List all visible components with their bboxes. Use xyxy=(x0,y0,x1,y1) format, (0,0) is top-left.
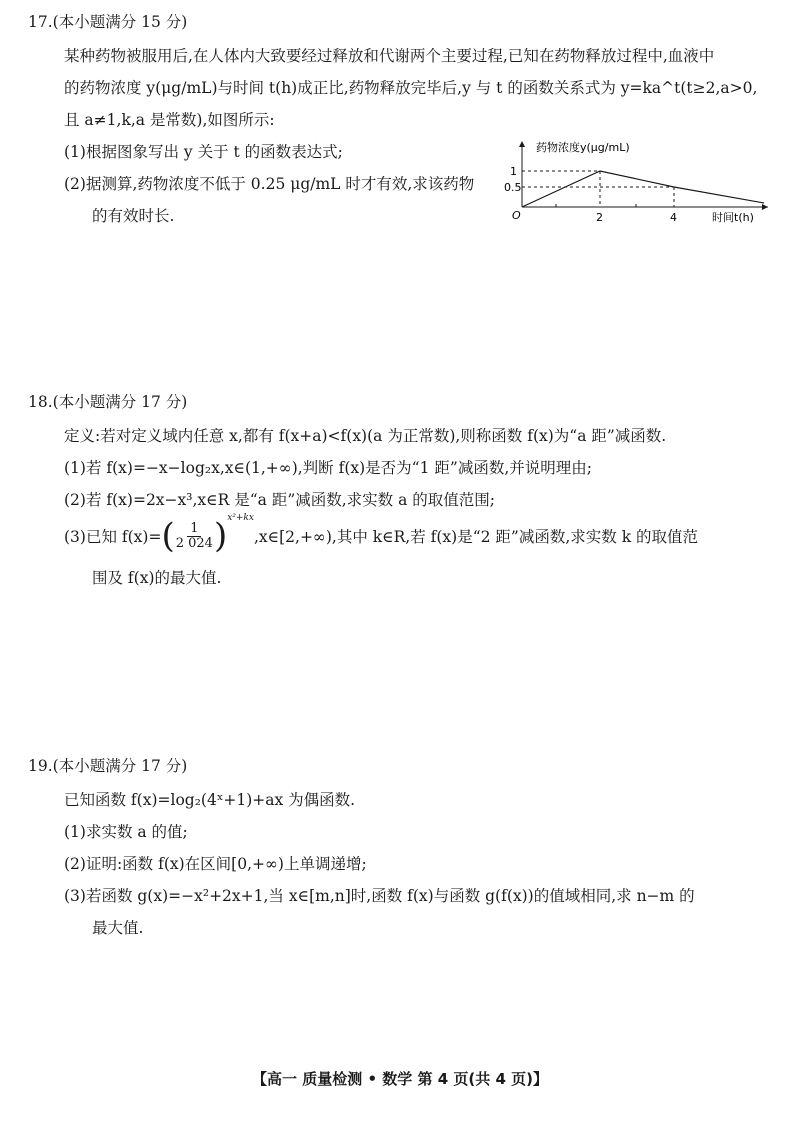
right-paren: ) xyxy=(213,516,228,556)
q18-heading: 18.(本小题满分 17 分) xyxy=(28,393,188,411)
q19-line-1: 已知函数 f(x)=log₂(4ˣ+1)+ax 为偶函数. xyxy=(64,791,356,809)
x-tick-2: 2 xyxy=(596,211,603,224)
fraction-numerator: 1 xyxy=(187,522,201,537)
origin-label: O xyxy=(512,209,521,222)
q18-part-1: (1)若 f(x)=−x−log₂x,x∈(1,+∞),判断 f(x)是否为“1 距”减函数,并说明理由; xyxy=(64,459,592,477)
x-axis-label: 时间t(h) xyxy=(712,211,754,224)
q17-part-1: (1)根据图象写出 y 关于 t 的函数表达式; xyxy=(64,143,343,161)
q19-part-2: (2)证明:函数 f(x)在区间[0,+∞)上单调递增; xyxy=(64,855,367,873)
x-tick-4: 4 xyxy=(670,211,677,224)
q17-part-2: (2)据测算,药物浓度不低于 0.25 μg/mL 时才有效,求该药物 xyxy=(64,175,475,193)
fraction-denominator: 2 024 xyxy=(175,535,213,551)
q17-line-2: 的药物浓度 y(μg/mL)与时间 t(h)成正比,药物释放完毕后,y 与 t 的函数关系式为 y=ka^t(t≥2,a>0, xyxy=(64,79,758,97)
y-axis-arrow xyxy=(519,141,525,147)
q18-part-3 xyxy=(64,513,699,556)
q18-part-3-cont: 围及 f(x)的最大值. xyxy=(92,569,222,587)
y-axis-label: 药物浓度y(μg/mL) xyxy=(536,141,630,154)
q17-line-3: 且 a≠1,k,a 是常数),如图所示: xyxy=(64,111,275,129)
x-axis-arrow xyxy=(762,204,768,210)
exponent: x²+kx xyxy=(227,513,254,523)
q19-part-3: (3)若函数 g(x)=−x²+2x+1,当 x∈[m,n]时,函数 f(x)与函数 g(f(x))的值域相同,求 n−m 的 xyxy=(64,887,695,905)
q18-part-3-pre: (3)已知 f(x)= xyxy=(64,528,162,546)
q17-line-1: 某种药物被服用后,在人体内大致要经过释放和代谢两个主要过程,已知在药物释放过程中,血液中 xyxy=(64,47,715,65)
y-tick-1: 1 xyxy=(510,165,517,178)
page-footer: 【高一 质量检测 • 数学 第 4 页(共 4 页)】 xyxy=(252,1070,548,1088)
q19-part-1: (1)求实数 a 的值; xyxy=(64,823,188,841)
q17-part-2-cont: 的有效时长. xyxy=(92,207,175,225)
q18-definition: 定义:若对定义域内任意 x,都有 f(x+a)<f(x)(a 为正常数),则称函数 f(x)为“a 距”减函数. xyxy=(64,427,667,445)
concentration-graph xyxy=(506,135,776,235)
y-tick-05: 0.5 xyxy=(504,181,522,194)
q18-part-2: (2)若 f(x)=2x−x³,x∈R 是“a 距”减函数,求实数 a 的取值范围; xyxy=(64,491,495,509)
q17-heading: 17.(本小题满分 15 分) xyxy=(28,13,188,31)
q19-part-3-cont: 最大值. xyxy=(92,919,144,937)
q19-heading: 19.(本小题满分 17 分) xyxy=(28,757,188,775)
concentration-curve xyxy=(522,171,764,207)
fraction xyxy=(176,522,213,551)
left-paren: ( xyxy=(161,516,175,556)
q18-part-3-post: ,x∈[2,+∞),其中 k∈R,若 f(x)是“2 距”减函数,求实数 k 的取值范 xyxy=(253,528,699,546)
